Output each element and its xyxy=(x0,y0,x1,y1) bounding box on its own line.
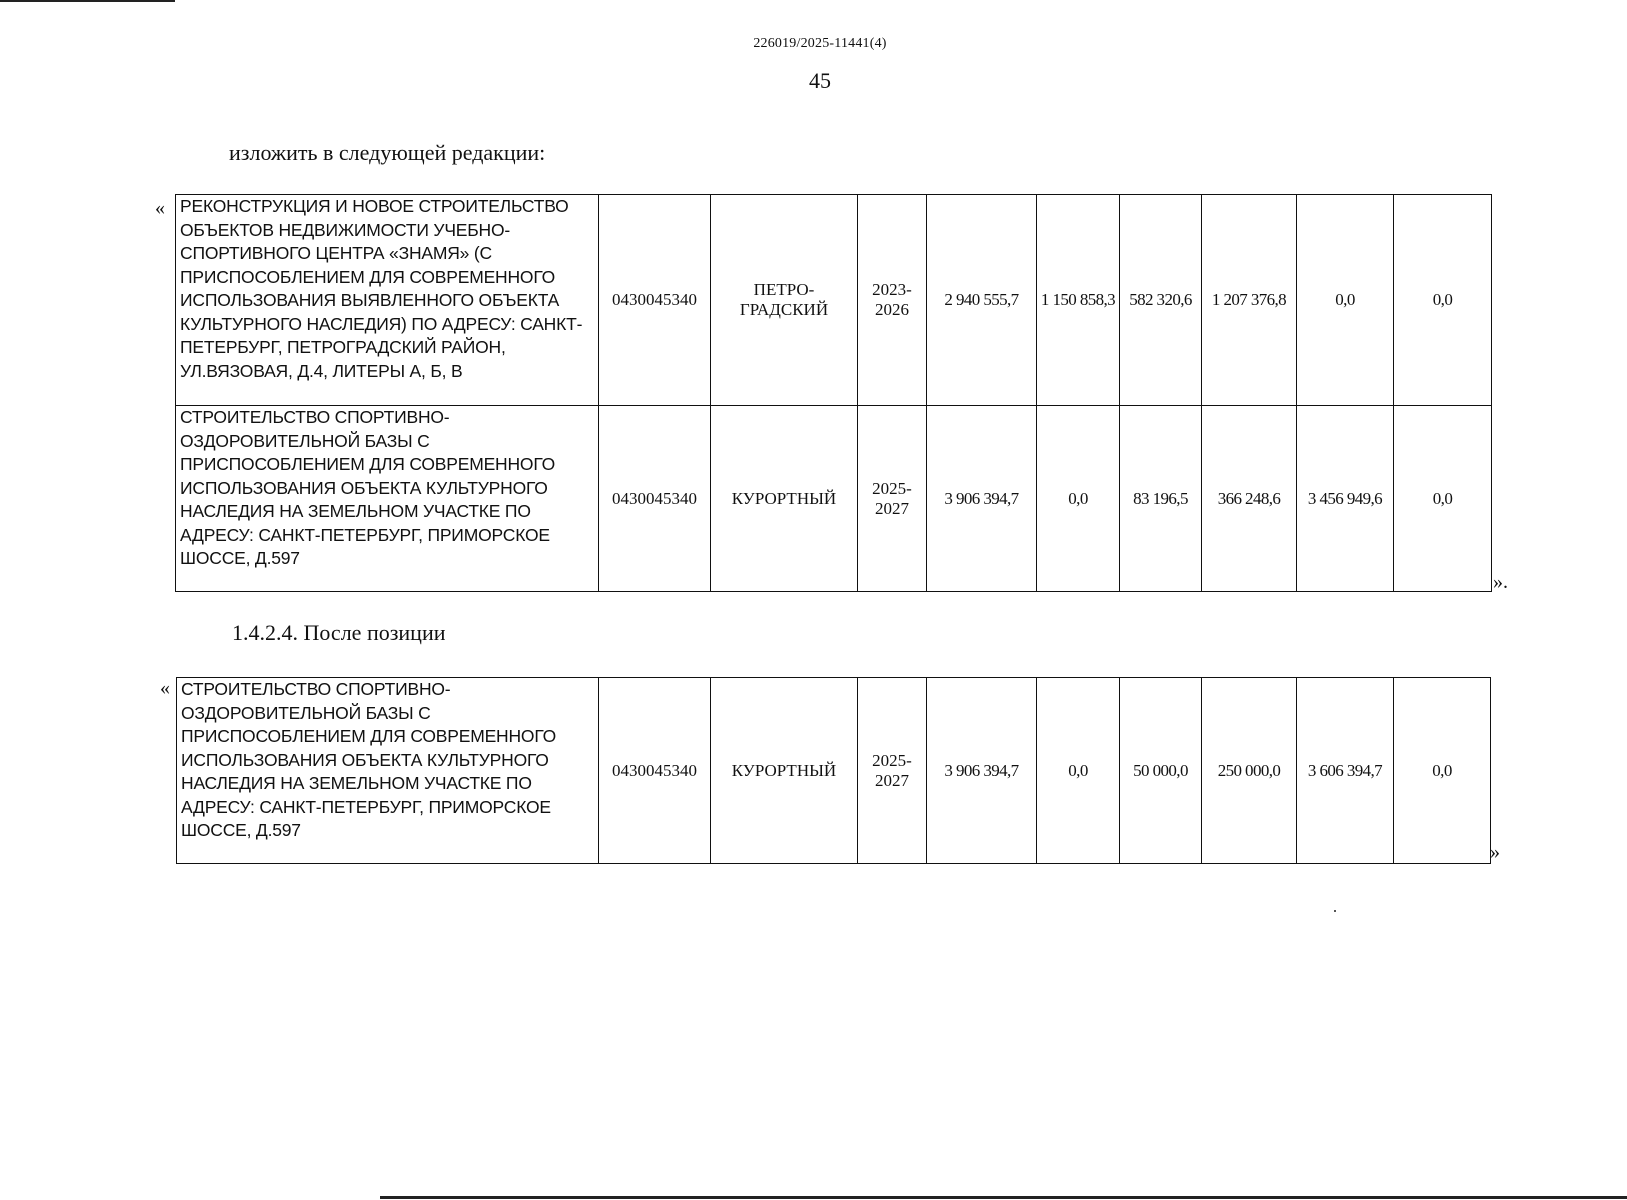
total-cost-cell: 3 906 394,7 xyxy=(927,678,1037,864)
page-number: 45 xyxy=(809,68,831,93)
year-value-cell: 1 207 376,8 xyxy=(1202,195,1297,406)
code-cell: 0430045340 xyxy=(599,406,711,592)
code-cell: 0430045340 xyxy=(599,195,711,406)
year-value-cell: 0,0 xyxy=(1394,195,1492,406)
district-cell: КУРОРТНЫЙ xyxy=(711,678,858,864)
year-value-cell: 582 320,6 xyxy=(1120,195,1202,406)
period-cell: 2025-2027 xyxy=(858,678,927,864)
year-value-cell: 3 456 949,6 xyxy=(1297,406,1394,592)
paragraph-clause: 1.4.2.4. После позиции xyxy=(232,620,446,645)
year-value-cell: 1 150 858,3 xyxy=(1037,195,1120,406)
object-name-cell: СТРОИТЕЛЬСТВО СПОРТИВНО-ОЗДОРОВИТЕЛЬНОЙ БАЗЫ С ПРИСПОСОБЛЕНИЕМ ДЛЯ СОВРЕМЕННОГО ИСПОЛЬЗОВАНИЯ ОБЪЕКТА КУЛЬТУРНОГО НАСЛЕДИЯ НА ЗЕМЕЛЬНОМ УЧАСТКЕ ПО АДРЕСУ: САНКТ-ПЕТЕРБУРГ, ПРИМОРСКОЕ ШОССЕ, Д.597 xyxy=(176,406,599,592)
year-value-cell: 50 000,0 xyxy=(1120,678,1202,864)
year-value-cell: 3 606 394,7 xyxy=(1297,678,1394,864)
year-value-cell: 0,0 xyxy=(1394,678,1491,864)
amendment-table-new-wording xyxy=(175,194,1492,592)
open-quote-mark: « xyxy=(160,677,170,699)
code-cell: 0430045340 xyxy=(599,678,711,864)
paragraph-intro: изложить в следующей редакции: xyxy=(229,140,546,165)
object-name-cell: СТРОИТЕЛЬСТВО СПОРТИВНО-ОЗДОРОВИТЕЛЬНОЙ БАЗЫ С ПРИСПОСОБЛЕНИЕМ ДЛЯ СОВРЕМЕННОГО ИСПОЛЬЗОВАНИЯ ОБЪЕКТА КУЛЬТУРНОГО НАСЛЕДИЯ НА ЗЕМЕЛЬНОМ УЧАСТКЕ ПО АДРЕСУ: САНКТ-ПЕТЕРБУРГ, ПРИМОРСКОЕ ШОССЕ, Д.597 xyxy=(177,678,599,864)
year-value-cell: 0,0 xyxy=(1297,195,1394,406)
year-value-cell: 0,0 xyxy=(1037,678,1120,864)
object-name-cell: РЕКОНСТРУКЦИЯ И НОВОЕ СТРОИТЕЛЬСТВО ОБЪЕКТОВ НЕДВИЖИМОСТИ УЧЕБНО-СПОРТИВНОГО ЦЕНТРА «ЗНАМЯ» (С ПРИСПОСОБЛЕНИЕМ ДЛЯ СОВРЕМЕННОГО ИСПОЛЬЗОВАНИЯ ВЫЯВЛЕННОГО ОБЪЕКТА КУЛЬТУРНОГО НАСЛЕДИЯ) ПО АДРЕСУ: САНКТ-ПЕТЕРБУРГ, ПЕТРОГРАДСКИЙ РАЙОН, УЛ.ВЯЗОВАЯ, Д.4, ЛИТЕРЫ А, Б, В xyxy=(176,195,599,406)
scan-speck xyxy=(1334,910,1336,912)
total-cost-cell: 2 940 555,7 xyxy=(927,195,1037,406)
district-cell: ПЕТРО-ГРАДСКИЙ xyxy=(711,195,858,406)
district-cell: КУРОРТНЫЙ xyxy=(711,406,858,592)
year-value-cell: 0,0 xyxy=(1037,406,1120,592)
close-quote-mark: ». xyxy=(1493,571,1508,593)
table-row xyxy=(177,678,1491,864)
year-value-cell: 83 196,5 xyxy=(1120,406,1202,592)
year-value-cell: 250 000,0 xyxy=(1202,678,1297,864)
table-row xyxy=(176,406,1492,592)
period-cell: 2025-2027 xyxy=(858,406,927,592)
scan-edge-bottom xyxy=(380,1196,1627,1199)
close-quote-mark: » xyxy=(1490,841,1500,863)
open-quote-mark: « xyxy=(155,197,165,219)
total-cost-cell: 3 906 394,7 xyxy=(927,406,1037,592)
period-cell: 2023-2026 xyxy=(858,195,927,406)
table-row xyxy=(176,195,1492,406)
scan-edge-top xyxy=(0,0,175,2)
year-value-cell: 366 248,6 xyxy=(1202,406,1297,592)
document-registration-number: 226019/2025-11441(4) xyxy=(753,36,887,51)
amendment-table-after-position xyxy=(176,677,1491,864)
year-value-cell: 0,0 xyxy=(1394,406,1492,592)
